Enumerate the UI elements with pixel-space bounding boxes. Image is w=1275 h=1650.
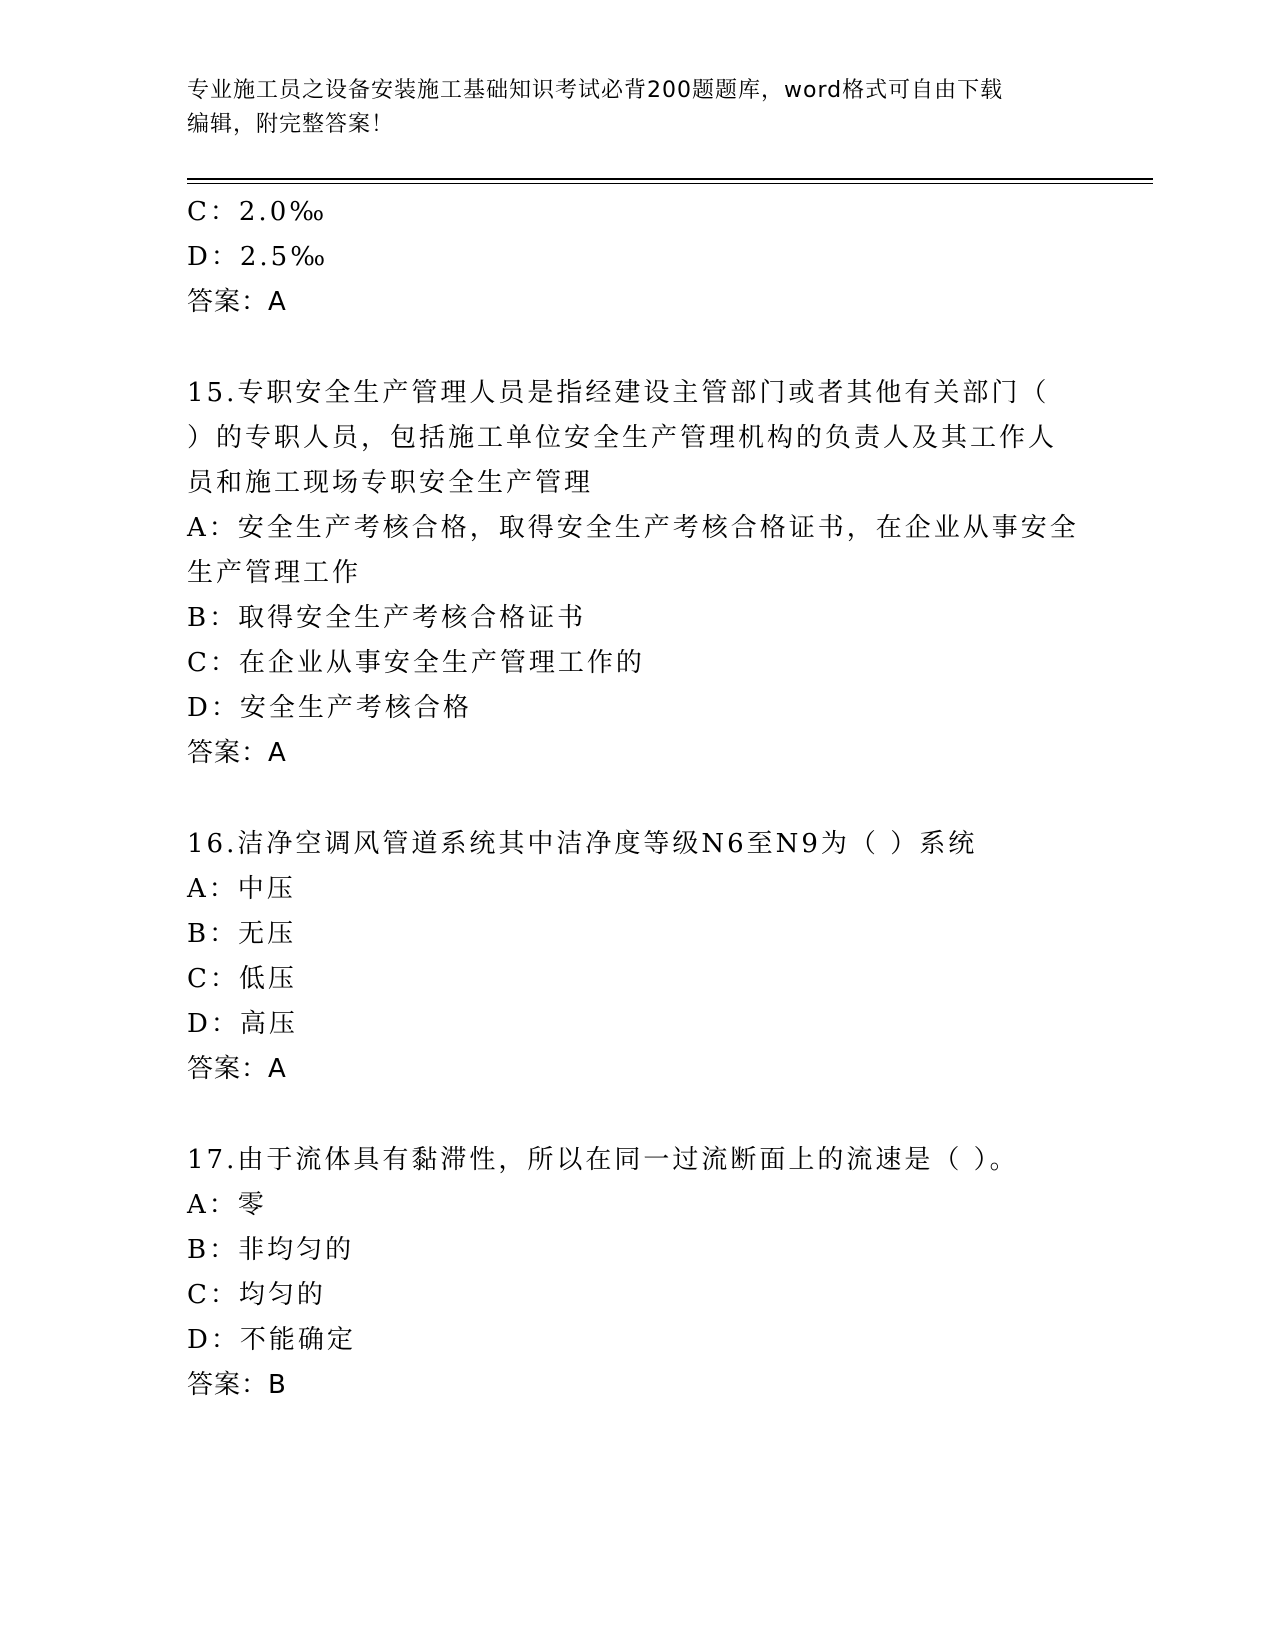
option-a: A：中压 [187, 874, 296, 904]
question-stem-line: ）的专职人员，包括施工单位安全生产管理机构的负责人及其工作人 [187, 423, 1058, 453]
option-c: C：2.0‰ [187, 197, 328, 227]
spacer [187, 1092, 1087, 1138]
question-content [187, 190, 1087, 1408]
header-title-line-2: 编辑，附完整答案！ [187, 112, 395, 137]
option-a: A：安全生产考核合格，取得安全生产考核合格证书，在企业从事安全 [187, 513, 1079, 543]
option-c: C：低压 [187, 964, 297, 994]
option-a-continued: 生产管理工作 [187, 558, 362, 588]
option-b: B：非均匀的 [187, 1235, 355, 1265]
option-d: D：高压 [187, 1009, 298, 1039]
option-a: A：零 [187, 1190, 267, 1220]
option-d: D：2.5‰ [187, 242, 329, 272]
previous-question-tail [187, 190, 1087, 325]
option-b: B：无压 [187, 919, 297, 949]
question-16 [187, 822, 1087, 1092]
page-header [187, 74, 1067, 142]
option-c: C：均匀的 [187, 1280, 326, 1310]
option-b: B：取得安全生产考核合格证书 [187, 603, 587, 633]
answer-line: 答案：B [187, 1370, 287, 1400]
answer-line: 答案：A [187, 738, 287, 768]
question-17 [187, 1138, 1087, 1408]
spacer [187, 776, 1087, 822]
header-divider-thick [187, 178, 1153, 180]
option-c: C：在企业从事安全生产管理工作的 [187, 648, 645, 678]
question-stem-line: 17.由于流体具有黏滞性，所以在同一过流断面上的流速是（ ）。 [187, 1145, 1019, 1175]
header-title-line-1: 专业施工员之设备安装施工基础知识考试必背200题题库，word格式可自由下载 [187, 78, 1004, 103]
answer-line: 答案：A [187, 1054, 287, 1084]
option-d: D：安全生产考核合格 [187, 693, 472, 723]
spacer [187, 325, 1087, 371]
question-stem-line: 15.专职安全生产管理人员是指经建设主管部门或者其他有关部门（ [187, 378, 1050, 408]
question-stem-line: 员和施工现场专职安全生产管理 [187, 468, 594, 498]
question-15 [187, 371, 1087, 776]
answer-line: 答案：A [187, 287, 287, 317]
header-divider-thin [187, 183, 1153, 184]
option-d: D：不能确定 [187, 1325, 356, 1355]
question-stem-line: 16.洁净空调风管道系统其中洁净度等级N6至N9为（ ）系统 [187, 829, 978, 859]
